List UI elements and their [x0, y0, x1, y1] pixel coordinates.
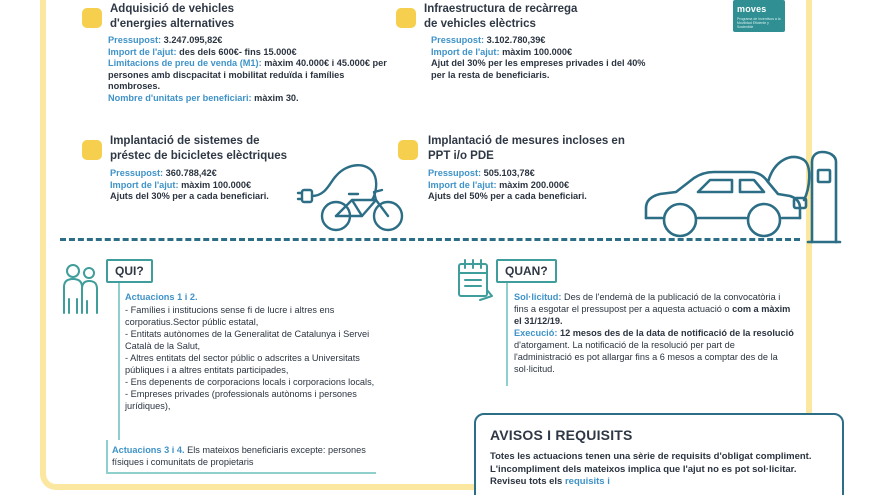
qui-item-4: - Ens depenents de corporacions locals i corporacions locals, — [125, 377, 375, 387]
qui-item-5: - Empreses privades (professionals autònoms i persones jurídiques), — [125, 389, 357, 411]
bicycle-plug-icon — [296, 160, 411, 240]
qui-bracket — [118, 280, 120, 440]
section-4-bullet — [398, 140, 418, 160]
qui-item-3: - Altres entitats del sector públic o adscrites a Universitats públiques i a altres entitats participades, — [125, 353, 360, 375]
avisos-box — [474, 413, 844, 495]
section-4-body: Pressupost: 505.103,78€ Import de l'ajut: màxim 200.000€ Ajuts del 50% per a cada beneficiari. — [428, 168, 587, 202]
section-3-body: Pressupost: 360.788,42€ Import de l'ajut: màxim 100.000€ Ajuts del 30% per a cada beneficiari. — [110, 168, 269, 202]
avisos-title: AVISOS I REQUISITS — [490, 427, 633, 443]
logo-tagline: Programa de Incentivos a la Movilidad Eficiente y Sostenible — [737, 17, 781, 29]
quan-bracket — [506, 280, 508, 386]
moves-logo — [733, 0, 785, 32]
car-charger-icon — [642, 150, 842, 250]
people-icon — [60, 263, 102, 315]
section-4-title: Implantació de mesures incloses en PPT i/o PDE — [428, 135, 625, 162]
qui-sub-text: Actuacions 3 i 4. Els mateixos beneficiaris excepte: persones físiques i comunitats de propietaris — [112, 445, 366, 467]
calendar-icon — [456, 258, 496, 302]
section-3-bullet — [82, 140, 102, 160]
section-divider — [60, 238, 800, 241]
requisits-link[interactable]: requisits i — [564, 476, 610, 487]
section-1-title: Adquisició de vehicles d'energies alternatives — [110, 3, 235, 30]
qui-heading: Actuacions 1 i 2. — [125, 292, 198, 302]
section-1-bullet — [82, 8, 102, 28]
section-2-bullet — [396, 8, 416, 28]
logo-text: moves — [737, 4, 767, 14]
section-2-title: Infraestructura de recàrrega de vehicles elèctrics — [424, 3, 578, 30]
qui-tag: QUI? — [106, 259, 153, 283]
section-2-body: Pressupost: 3.102.780,39€ Import de l'ajut: màxim 100.000€ Ajut del 30% per les empreses privades i del 40% per la resta de beneficiaris. — [431, 35, 646, 80]
qui-item-2: - Entitats autònomes de la Generalitat de Catalunya i Servei Català de la Salut, — [125, 329, 370, 351]
qui-text — [125, 291, 393, 412]
qui-item-1: - Famílies i institucions sense fi de lucre i altres ens corporatius.Sector públic estatal, — [125, 305, 335, 327]
section-3-title: Implantació de sistemes de préstec de bicicletes elèctriques — [110, 135, 288, 162]
quan-text: Sol·licitud: Des de l'endemà de la publicació de la convocatòria i fins a esgotar el pressupost per a aquesta actuació o com a màxim el 31/12/19. Execució: 12 mesos des de la data de notificació de la resolució d'atorgament. La notificació de la resolució per part de l'administració es pot allargar fins a 6 mesos a comptar des de la sol·licitud. — [514, 292, 794, 374]
section-1-body: Pressupost: 3.247.095,82€ Import de l'ajut: des dels 600€- fins 15.000€ Limitacions de preu de venda (M1): màxim 40.000€ i 45.000€ per persones amb discpacitat i mobilitat reduïda i famílies nombroses. Nombre d'unitats per beneficiari: màxim 30. — [108, 35, 387, 103]
avisos-text: Totes les actuacions tenen una sèrie de requisits d'obligat compliment. L'incompliment dels mateixos implica que l'ajut no es pot sol·licitar. Reviseu tots els requisits i — [490, 451, 812, 487]
quan-tag: QUAN? — [496, 259, 557, 283]
